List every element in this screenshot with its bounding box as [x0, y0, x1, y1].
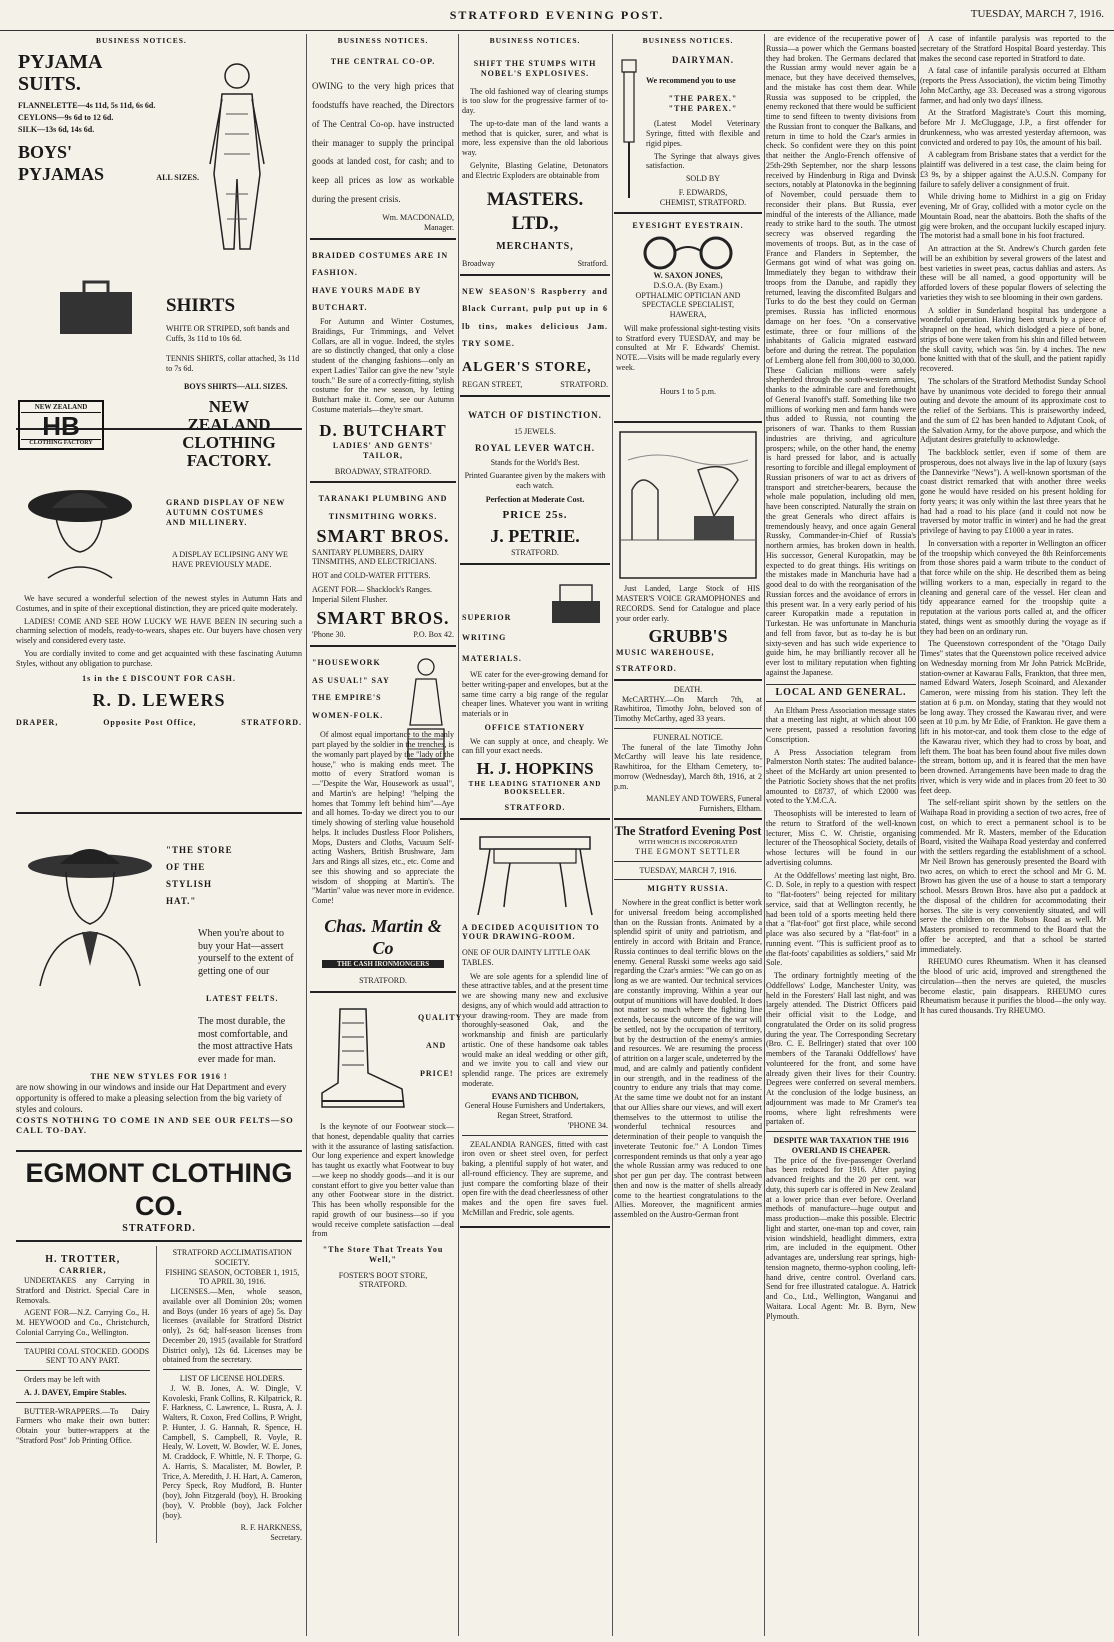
logo-text: HB: [42, 410, 80, 441]
ad-line: COSTS NOTHING TO COME IN AND SEE OUR FELTS—SO CALL TO-DAY.: [16, 1114, 294, 1136]
ad-line: Perfection at Moderate Cost.: [485, 494, 585, 504]
column-4: [614, 34, 762, 1636]
ad-body: [16, 594, 302, 728]
masters-ltd-ad: [460, 48, 610, 276]
nz-clothing-factory-title: [164, 398, 294, 469]
newspaper-title: STRATFORD EVENING POST.: [449, 8, 665, 22]
ad-line: TENNIS SHIRTS, collar attached, 3s 11d to 7s 6d.: [166, 354, 300, 373]
notice-paragraph: J. W. B. Jones, A. W. Dingle, V. Kovoleski, Frank Collins, R. Kilpatrick, R. F. Harkness, C. Lawrence, L. Rusra, A. J. Walters, R. Coxon, Fred Collins, P. Wright, P. Hunter, J. G. Hannah, R. Spence, H. Campbell, S. Campbell, R. Voyle, R. Healy, W. Lovett, W. Bowler, W. E. Jones, M. Craddock, F. Whittle, N. F. Thorpe, G. A. Harris, S. Macalister, M. Bowler, P. Trice, A. Meredith, J. H. Hart, A. Cameron, Percy Speck, Roy Mudford, B. Hunter (boy), John Fitzgerald (boy), H. Brooking (boy), V. Probble (boy), Jack Folcher (boy).: [162, 1383, 302, 1520]
foster-boot-store-ad: [310, 997, 463, 1295]
editorial-masthead: [614, 824, 762, 1220]
ad-line: CHEMIST, STRATFORD.: [659, 197, 747, 207]
article-paragraph: Nowhere in the great conflict is better work for universal freedom being accomplished than on the Russian fronts. Animated by a splendid spirit of unity and patriotism, and entirely in accord with Britain and France, Russia continues to deal terrific blows on the enemy. General Russki some weeks ago said regarding the Czar's armies: "We can go on as long as we are wanted. Our technical services are constantly improving. Within a year our output of munitions will have doubled. It does not matter so much where the fighting line extends, because the outcome of the war will be settled, not by the occupation of territory, but by the destruction of the enemy's armies and resources. We are resuming the process of attrition on a larger scale, undeterred by the mud, and are calmly and patiently confident in our strength, and in the readiness of the country to endure any trials that may come. At the same time we doubt not for an instant that our Allies share our views, and will exert themselves to the uttermost to utilise the wonderful technical resources and determination of their people to vanquish the inveterate Teutonic foe." A London Times correspondent reminds us that only a year ago the whole Russian army was reduced to one shot per gun per day. The contrast between then and now is the matter of shells already come to the heartiest congratulations to the Allies. Moreover, the magnificent armies assembled on the Austro-German front: [614, 898, 763, 1220]
article-paragraph: An attraction at the St. Andrew's Church garden fete will be an exhibition by several growers of the latest and best varieties in sweet peas, cactus dahlias and asters. As these will be all named, a good opportunity will be afforded lovers of these popular flowers of selecting the varieties they wish to see blooming in their own gardens.: [920, 244, 1106, 302]
article-paragraph: The scholars of the Stratford Methodist Sunday School have by unanimous vote decided to forego their annual outing and devote the amount of its approximate cost to the relief of the Serbians. This is praiseworthy indeed, and the sum of £2 has been handed to Adjutant Cook, of the Salvation Army, for the above purpose, and which the Adjutant desires gratefully to acknowledge.: [920, 376, 1106, 445]
ad-heading: OFFICE STATIONERY: [484, 722, 586, 732]
ad-footer-text: REGAN STREET,: [462, 380, 523, 390]
notice-line: FISHING SEASON, OCTOBER 1, 1915, TO APRIL 30, 1916.: [165, 1267, 300, 1287]
ad-paragraph: TAUPIRI COAL STOCKED. GOODS SENT TO ANY PART.: [24, 1346, 150, 1366]
ad-paragraph: Of almost equal importance to the manly part played by the soldier in the trenches, is the womanly part played by the "lady of the house," who is making ends meet. The motto of every Stratford woman is—"Despite the War, Housework as usual", and Martin's are helping! "helping the homes that Tommy left behind him"—Aye and all homes. To-day we direct you to our timely showing of sterling value household helps. It includes Dustless Floor Polishers, Mops, Dusters and Cloths, Vacuum Self-acting Washers, British Brushware, Jam Jars and Rings all sizes, etc., etc. Come and see this showing and so appreciate the wisdom of shopping at Martin's. The "Martin" value was never more in evidence. Come!: [312, 730, 454, 906]
column-3: [460, 34, 610, 1636]
ad-line: SANITARY PLUMBERS, DAIRY TINSMITHS, AND ELECTRICIANS.: [312, 547, 437, 567]
ad-paragraph: Just Landed, Large Stock of HIS MASTER'S VOICE GRAMOPHONES and RECORDS. Send for Catalogue and place your order early.: [616, 584, 760, 623]
ad-line: The most durable, the most comfortable, and the most attractive Hats ever made for man.: [198, 1016, 293, 1065]
man-in-hat-illustration: [20, 836, 160, 986]
article-paragraph: At the Oddfellows' meeting last night, Bro. C. D. Sole, in reply to a question with respect to "flat-footers" being rejected for military service, said that at Wellington recently, he had been told of a sports meeting held there that a "flat-foot" got first place, while second place was also secured by a "flat-foot" in a running event. "This is sufficient proof as to the flat-foots' capabilities as soldiers," said Mr Sole.: [766, 870, 916, 968]
boot-illustration: [310, 1003, 410, 1113]
ad-heading: PYJAMA: [18, 51, 103, 74]
syringe-illustration: [614, 52, 644, 202]
egmont-clothing-ad: [16, 832, 302, 1152]
article-paragraph: A case of infantile paralysis was reported to the secretary of the Stratford Hospital Board yesterday. This makes the second case reported in Stratford to date.: [920, 34, 1106, 63]
logo-text: CLOTHING FACTORY: [21, 439, 101, 447]
article-paragraph: A soldier in Sunderland hospital has undergone a wonderful operation. Having been struck by a piece of shrapnel on the head, which dislodged a piece of bone, strips of bone were taken from his shin and filled between the skull cavity, which was 5in. by 4 inches. The new bone knitted with that of the skull, and the patient rapidly recovered.: [920, 305, 1106, 373]
ad-paragraph: We are sole agents for a splendid line of these attractive tables, and at the present time we are showing many new and exclusive designs, any of which would add attraction to your drawing-room. They are made from thoroughly-seasoned Oak, and the workmanship and finish are particularly artistic. One of these handsome oak tables would make an ideal wedding or other gift, and we invite you to call and view our splendid range. The prices are extremely moderate.: [462, 971, 608, 1088]
edwards-chemist-ad: [614, 48, 762, 214]
ad-heading: "HOUSEWORK AS USUAL!" SAY THE EMPIRE'S WOMEN-FOLK.: [312, 658, 390, 720]
article-paragraph: The self-reliant spirit shown by the settlers on the Waihapa Road in providing a section of two acres, free of cost, on which to erect a permanent school is to be commended. Mr R. Masters, member of the Education Board, visited the Waihapa Road yesterday and conferred with the settlers regarding the establishment of a school. Mr Neil Brown has generously presented the Board with two acres, on which to erect the school and Mr G. M. Brown has given the use of a house to start a temporary school. Messrs Brown Bros. have also put a paddock at the disposal of the children for accommodating their horses. The site is very conveniently situated, and will serve the children on the Robson Road as well. Mr Masters promised to recommend to the Board that the offer be accepted, and that a school be started immediately.: [920, 798, 1106, 954]
masthead: [0, 0, 1114, 31]
ad-heading: PYJAMAS: [18, 164, 104, 185]
title-line: CLOTHING: [182, 432, 276, 452]
article-headline: MIGHTY RUSSIA.: [647, 884, 729, 894]
column-2: [310, 34, 463, 1636]
ad-paragraph: ZEALANDIA RANGES, fitted with cast iron oven or sheet steel oven, for perfect baking, a plentiful supply of hot water, and all-round efficiency. They are supreme, and just compare the comforting blaze of their open fire with the dead cheerlessness of other makes and the open fire saves fuel. McMillan and Fredric, sole agents.: [462, 1139, 608, 1217]
title-line: FACTORY.: [186, 450, 272, 470]
masthead-date: TUESDAY, MARCH 7, 1916.: [970, 8, 1104, 20]
ad-paragraph: We can supply at once, and cheaply. We can fill your exact needs.: [462, 736, 608, 756]
logo-subtext: THE CASH IRONMONGERS: [322, 960, 444, 969]
merchant-name: D. BUTCHART: [319, 420, 447, 440]
ad-line: SOLD BY: [685, 174, 720, 184]
ad-heading: HAVE YOURS MADE BY BUTCHART.: [312, 285, 422, 313]
notice-signature: Secretary.: [270, 1533, 302, 1543]
ad-paragraph: Gelynite, Blasting Gelatine, Detonators and Electric Exploders are obtainable from: [462, 160, 608, 180]
ad-line: 'PHONE 34.: [567, 1120, 608, 1130]
business-notices-header: BUSINESS NOTICES.: [642, 36, 734, 45]
ad-heading: SUPERIOR: [462, 612, 512, 622]
ad-paragraph: WE cater for the ever-growing demand for better writing-paper and envelopes, but at the same time carry a big range of the regular cheaper lines. Whatever you want in writing materials or in: [462, 670, 608, 719]
merchant-name: GRUBB'S: [648, 626, 728, 647]
ad-heading: SHIRTS: [166, 295, 236, 317]
ad-line: 15 JEWELS.: [514, 426, 556, 436]
ad-body: [646, 55, 760, 207]
notice-heading: FUNERAL NOTICE.: [653, 732, 723, 742]
ad-footer-text: 'Phone 30.: [312, 630, 346, 640]
article-paragraph: A Press Association telegram from Palmerston North states: The audited balance-sheet of the McHardy art union presented to the Patriotic Society shows that the net profits amounted to £8737, of which £2000 was voted to the Y.M.C.A.: [766, 747, 916, 806]
smart-bros-ad: [310, 487, 456, 647]
article-paragraph: The price of the five-passenger Overland has been reduced for 1916. After paying advanced freights and the 20 per cent. war duty, this superb car is offered in New Zealand at a lower price than ever before. Overland methods of manufacture—huge output and mass production—make this possible. Electric light and starter, one-man top and cover, rain vision windshield, headlight dimmers, extra rim, are included in the equipment. Other advantages are, underslung rear springs, high-tension magneto, thermo-syphon cooling, left-hand drive, centre control. Overland cars. Send for free illustrated catalogue. A. Hatrick and Co., Ltd., Wellington, Wanganui and Waitara. Local Agent: Mr. B. Byrn, New Plymouth.: [766, 1155, 916, 1321]
article-headline: DESPITE WAR TAXATION THE 1916 OVERLAND IS CHEAPER.: [773, 1136, 909, 1155]
ad-line: "The Store That Treats You Well,": [322, 1245, 444, 1264]
ad-footer: [312, 630, 454, 640]
ad-heading: BOYS': [18, 142, 73, 163]
editorial-title: The Stratford Evening Post: [614, 823, 762, 838]
editorial-line: THE EGMONT SETTLER: [635, 846, 741, 856]
chas-martin-logo: Chas. Martin & Co: [324, 915, 442, 958]
ad-heading: LATEST FELTS.: [206, 994, 279, 1004]
notice-heading: DEATH.: [673, 684, 703, 694]
ad-heading: A DECIDED ACQUISITION TO YOUR DRAWING-ROOM.: [462, 922, 600, 942]
suitcase-icon: [56, 278, 136, 336]
hopkins-stationer-ad: [460, 569, 610, 820]
trotter-carrier-ad: [16, 1246, 150, 1543]
ad-line: THE LEADING STATIONER AND BOOKSELLER.: [468, 779, 602, 797]
section-heading: LOCAL AND GENERAL.: [766, 684, 916, 702]
ad-footer: [16, 718, 302, 728]
ad-heading: THE NEW STYLES FOR 1916 !: [90, 1072, 228, 1082]
business-notices-header: BUSINESS NOTICES.: [489, 36, 581, 45]
central-coop-ad: [310, 48, 456, 239]
merchant-town: STRATFORD.: [504, 802, 566, 812]
article-paragraph: Theosophists will be interested to learn of the return to Stratford of the well-known lecturer, Miss C. W. Christie, organising lecturer of the Theosophical Society, details of whose lectures will be found in our advertising columns.: [766, 809, 916, 867]
ad-paragraph: LADIES! COME AND SEE HOW LUCKY WE HAVE BEEN IN securing such a charming selection of models, ready-to-wears, shapes etc. Our buyers have chosen very wisely and considered every taste.: [16, 616, 302, 646]
column-rule: [458, 34, 459, 1636]
ad-footer-text: STRATFORD.: [560, 380, 608, 390]
ad-heading: PRICE!: [420, 1069, 454, 1079]
ad-line: BROADWAY, STRATFORD.: [334, 466, 432, 476]
hb-clothing-factory-logo: [18, 400, 104, 450]
article-paragraph: RHEUMO cures Rheumatism. When it has cleansed the blood of uric acid, improved and strengthened the circulation—then the nerves are quieted, the muscles become elastic, pain disappears. RHEUMO cures Rheumatism because it purifies the blood—the only way. It has cured thousands. Try RHEUMO.: [920, 957, 1106, 1015]
ad-footer-text: Stratford.: [577, 258, 608, 268]
merchant-name: EGMONT CLOTHING CO.: [25, 1158, 293, 1222]
merchant-town: STRATFORD.: [359, 976, 407, 986]
ad-price: PRICE 25s.: [502, 508, 568, 521]
ad-heading: "THE STORE OF THE STYLISH HAT.": [166, 845, 233, 907]
ad-line: Printed Guarantee given by the makers with each watch.: [464, 471, 606, 491]
merchant-town: STRATFORD.: [511, 547, 559, 557]
petrie-watch-ad: [460, 401, 610, 565]
column-1-bottom: [16, 1246, 302, 1543]
butchart-tailor-ad: [310, 244, 456, 484]
ad-heading: "THE PAREX.": [668, 103, 738, 113]
ad-line: FLANNELETTE—4s 11d, 5s 11d, 6s 6d.: [18, 101, 156, 111]
column-6: [920, 34, 1106, 1636]
notice-heading: STRATFORD ACCLIMATISATION SOCIETY.: [172, 1248, 292, 1267]
gramophone-scene-illustration: [618, 430, 758, 580]
ad-footer-text: DRAPER,: [16, 718, 59, 728]
title-line: NEW: [208, 397, 250, 417]
merchant-name: W. SAXON JONES,: [653, 271, 723, 281]
ad-paragraph: Is the keynote of our Footwear stock—that honest, dependable quality that carries with it the assurance of lasting satisfaction. Our long experience and expert knowledge has taught us exactly what Footwear to buy—we keep no shoddy goods—and it is our constant effort to give you better value than any other Footwear store in the district. This has been wholly responsible for the rapid growth of our business—so if you would receive complete satisfaction —deal from: [312, 1122, 454, 1239]
merchant-town: STRATFORD.: [359, 1280, 407, 1290]
ad-heading: SHIFT THE STUMPS WITH NOBEL'S EXPLOSIVES.: [473, 59, 597, 78]
typewriter-icon: [546, 571, 606, 631]
ad-footer-text: STRATFORD.: [241, 718, 302, 728]
ad-footer: [462, 380, 608, 390]
ad-paragraph: NEW SEASON'S Raspberry and Black Currant, pulp put up in 6 lb tins, makes delicious Jam. TRY SOME.: [462, 286, 608, 349]
lady-in-hat-illustration: [22, 478, 132, 578]
column-5: [766, 34, 916, 1636]
ad-line: LADIES' AND GENTS' TAILOR,: [332, 441, 434, 460]
spectacles-icon: [628, 231, 748, 271]
article-paragraph: The backblock settler, even if some of them are prosperous, does not always live in the lap of luxury (says the Dannevirke "News"). A well-known sportsman of the coast district remarked that with another three weeks gone he would have resided on his present holding for forty years; it was only within the last three years that he had had a road to his place (and it could not now be traversed by motor traffic in winter) and he had the great privilege of having to pay £1000 a year in rates.: [920, 448, 1106, 535]
article-paragraph: A cablegram from Brisbane states that a verdict for the plaintiff was delivered in a test case, the claim being for £3 9s, by a shipper against the A.U.S.N. Company for failure to safely deliver a consignment of fruit.: [920, 150, 1106, 189]
notice-heading: LIST OF LICENSE HOLDERS.: [179, 1374, 285, 1384]
ad-line: Stands for the World's Best.: [490, 457, 580, 467]
ad-footer-text: Broadway: [462, 258, 495, 268]
saxon-jones-optician-ad: [614, 218, 762, 423]
ad-line: ONE OF OUR DAINTY LITTLE OAK TABLES.: [462, 948, 591, 967]
article-paragraph: While driving home to Midhirst in a gig on Friday evening, Mr of Gray, collided with a motor cycle on the Mountain Road, near the abattoirs. Both the shafts of the gig were broken, and the occupant luckily escaped injury. The motorist had a small bone in his foot fractured.: [920, 192, 1106, 241]
ad-heading: TARANAKI PLUMBING AND TINSMITHING WORKS.: [318, 494, 448, 522]
column-rule: [612, 34, 613, 1636]
title-line: ZEALAND: [187, 414, 271, 434]
ad-paragraph: AGENT FOR—N.Z. Carrying Co., H. M. HEYWOOD and Co., Christchurch, Colonial Carrying Co., Wellington.: [16, 1308, 150, 1337]
logo-text: NEW ZEALAND: [21, 403, 101, 413]
notice-signature: MANLEY AND TOWERS, Funeral Furnishers, Eltham.: [646, 794, 762, 814]
ad-signature: Wm. MACDONALD,: [382, 213, 454, 223]
merchant-name: H. TROTTER,: [45, 1254, 121, 1266]
ad-heading: SUITS.: [18, 73, 81, 96]
ad-paragraph: Will make professional sight-testing visits to Stratford every TUESDAY, and may be consulted at Mr F. Edwards' Chemist. NOTE.—Visits will be made regularly every week.: [616, 323, 760, 372]
grubb-music-ad: [614, 427, 762, 680]
ad-line: OPTHALMIC OPTICIAN AND SPECTACLE SPECIALIST,: [635, 290, 741, 310]
lewers-millinery-ad: [16, 474, 302, 814]
ad-footer: [462, 259, 608, 269]
column-rule: [306, 34, 307, 1636]
ad-line: 1s in the £ DISCOUNT FOR CASH.: [82, 674, 236, 684]
ad-paragraph: The up-to-date man of the land wants a method that is quicker, surer, and what is more, less expensive than the old laborious way.: [462, 118, 608, 158]
ad-footer-text: Opposite Post Office,: [103, 718, 197, 728]
ad-heading: "THE PAREX.": [668, 93, 738, 103]
merchant-name: F. EDWARDS,: [678, 187, 728, 197]
woman-washing-illustration: [398, 655, 454, 765]
martin-ironmongers-ad: [310, 651, 456, 993]
notice-paragraph: LICENSES.—Men, whole season, available over all Dominion 20s; women and Boys (under 16 years of age) 5s. Day licenses (available for Stratford District only), 2s 6d; half-season licenses from December 20, 1915 (available for Stratford District only), 12s 6d. Licenses may be obtained from the secretary.: [162, 1287, 302, 1365]
merchant-name: H. J. HOPKINS: [476, 759, 594, 779]
merchant-name: ALGER'S STORE,: [462, 360, 592, 376]
ad-signature: Manager.: [424, 222, 454, 232]
article-paragraph: An Eltham Press Association message states that a meeting last night, at which about 100 were present, passed a resolution favoring Conscription.: [766, 705, 916, 744]
ad-heading: THE CENTRAL CO-OP.: [330, 57, 436, 67]
article-paragraph: A fatal case of infantile paralysis occurred at Eltham (reports the Press Association), the victim being Timothy John McCarthy, age 33. Deceased was a strong vigorous farmer, and had only two days' illness.: [920, 66, 1106, 105]
ad-line: HOT and COLD-WATER FITTERS.: [312, 571, 431, 581]
ad-line: D.S.O.A. (By Exam.): [653, 280, 723, 290]
ad-paragraph: (Latest Model Veterinary Syringe, fitted with flexible and rigid pipes.: [646, 119, 760, 148]
alger-store-ad: [460, 280, 610, 397]
merchant-name: J. PETRIE.: [490, 525, 580, 546]
ad-paragraph: The old fashioned way of clearing stumps is too slow for the progressive farmer of to-day.: [462, 86, 608, 116]
acclimatisation-society-notice: [163, 1246, 302, 1543]
ad-line: HAWERA,: [669, 310, 707, 320]
ad-line: BOYS SHIRTS—ALL SIZES.: [184, 382, 288, 392]
man-in-pyjamas-illustration: [192, 54, 282, 254]
merchant-name: SMART BROS.: [316, 608, 450, 629]
evans-tichbon-ad: [460, 824, 610, 1228]
death-notice: [614, 685, 762, 814]
column-rule: [764, 34, 765, 1636]
notice-paragraph: McCARTHY.—On March 7th, at Rawhitiroa, Timothy John, beloved son of Timothy McCarthy, aged 33 years.: [614, 694, 762, 724]
ad-line: CARRIER,: [59, 1266, 107, 1276]
article-paragraph: In conversation with a reporter in Wellington an officer of the troopship which conveyed the 8th Reinforcements from those shores paid a warm tribute to the conduct of that force while on the ship. He described them as being willing workers to a man, especially in regard to the cleaning and general care of the vessel. Her clean and tidy appearance earned for the troopship quite a reputation at the various ports called at, and the officer stated, things went as smoothly during the voyage as if they had been on an ordinary run.: [920, 538, 1106, 636]
article-paragraph: are evidence of the recuperative power of Russia—a power which the Germans boasted they had broken. The Germans declared that the Russian army would never again be a menace, but they have deceived themselves, and the mistake has cost them dear. While Russia was supposed to be crippled, the enemy reckoned that there would be sufficient time to send fifteen to twenty divisions from the Russian front to conquer the Balkans, and return in time to hold the Czar's armies in check. So confident were they on this point that neither the Anglo-French offensive of 25th-29th September, nor the sharp lessons received by Hindenburg in Riga and Dvinsk sectors, notably at Platonovka in the beginning of November, could persuade them to reconsider their plans. But Russia, ever mindful of the interests of the Alliance, made ready to strike hard to the south. The utmost secrecy was observed regarding the movements of troops. But, as in the case of France and Flanders in September, the Germans got wind of what was going on. Immediately they began to withdraw their troops from the Danube, and rapidly they returned, leaving the discomfited Bulgars and Turks to do the best they could on German premises. Russia has inflicted enormous damage on her foes. "On a conservative estimate, three or four millions of the inhabitants of Galicia migrated eastward before and during the retreat. The population of Lemberg alone fell from 300,000 to 30,000. These Galician millions were safely shepherded through the south-western armies, thanks to the admirable care and forethought of General Ivanoff's staff. Something like two millions of working men and farm hands were thus added to Russia, not counting the prisoners of war. Thanks to them Russian industries are thriving, and agriculture prospers; while, on the other hand, the enemy is hard pressed for labor, and is actually resorting to forcible and illegal employment of Russian prisoners of war to act as drivers of transport and stretcher-bearers, because the whole male population, including old men, have been conscripted. Naturally the strain on the great Generals who direct affairs is tremendously heavy, and once again General Russky, Commander-in-Chief of Russia's northern armies, has broken down in health. His successor, General Kuropatkin, may be expected to do great things. His writings on the mistakes made in Manchuria have had a good deal to do with the reorganisation of the Russian forces and the avoidance of errors in this present war. In a very early period of his career Kuropatkin made a reputation in Turkestan. He was unfortunate in Manchuria and fell from favor, but as to-day he is but sixty-seven and has such wide experience to guide him, he may brilliantly recover all he ever lost to military reputation when fighting against the Japanese.: [766, 34, 916, 677]
ad-paragraph: A. J. DAVEY, Empire Stables.: [24, 1387, 127, 1397]
ad-heading: WATCH OF DISTINCTION.: [468, 409, 602, 420]
ad-line: WHITE OR STRIPED, soft bands and Cuffs, 3s 11d to 10s 6d.: [166, 324, 290, 343]
ad-heading: AND: [426, 1041, 447, 1051]
ad-heading: GRAND DISPLAY OF NEW AUTUMN COSTUMES AND MILLINERY.: [166, 498, 286, 527]
editorial-line: WITH WHICH IS INCORPORATED: [638, 839, 738, 847]
ad-line: CEYLONS—9s 6d to 12 6d.: [18, 112, 114, 122]
ad-paragraph: We have secured a wonderful selection of the newest styles in Autumn Hats and Costumes, and in spite of their exceptional distinction, they are priced quite moderately.: [16, 594, 302, 613]
ad-paragraph: BUTTER-WRAPPERS.—To Dairy Farmers who make their own butter: Obtain your butter-wrappers at the "Stratford Post" Job Printing Office.: [16, 1406, 150, 1445]
merchant-name: FOSTER'S BOOT STORE,: [338, 1270, 428, 1280]
merchant-name: R. D. LEWERS: [92, 690, 226, 711]
article-paragraph: At the Stratford Magistrate's Court this morning, before Mr J. McCluggage, J.P., a first offender for drunkenness, who was arrested yesterday afternoon, was convicted and ordered to pay 10s, the amount of his bail.: [920, 108, 1106, 147]
article-paragraph: The Queenstown correspondent of the "Otago Daily Times" states that the Queenstown police received advice on Wednesday morning from Mr John Patrick McBride, station-owner at Kawarau Falls, Frankton, that three men, named Edward Waters, Joseph Scoinard, and Alexander Cameron, were missing from his station. They left the station at 6 p.m. on Monday, stating that they would not be long away. They crossed the Kawarau river, and were seen at 10 p.m. by Mr Edie, of Frankton. He gave them a lift in his motor-car, and took them close to the edge of the Kawarau river, which they had to cross by boat, and left them. The boat has been found about five miles down the stream, bottom up, and it is feared that the men have been drowned. Arrangements have been made to drag the river, which is very wide and in places from 20 feet to 30 feet deep.: [920, 639, 1106, 795]
merchant-name: SMART BROS.: [316, 525, 450, 546]
ad-line: MUSIC WAREHOUSE,: [616, 648, 715, 658]
ad-line: A DISPLAY ECLIPSING ANY WE HAVE PREVIOUSLY MADE.: [172, 550, 288, 569]
ad-heading: WRITING: [462, 633, 507, 643]
merchant-name: EVANS AND TICHBON,: [491, 1091, 579, 1101]
ad-heading: DAIRYMAN.: [672, 55, 734, 66]
ad-line: Hours 1 to 5 p.m.: [660, 386, 716, 396]
ad-paragraph: UNDERTAKES any Carrying in Stratford and District. Special Care in Removals.: [16, 1276, 150, 1305]
ad-body: [16, 1072, 302, 1135]
ad-line: MERCHANTS,: [496, 240, 574, 252]
ad-heading: MATERIALS.: [462, 654, 522, 664]
merchant-town: STRATFORD.: [122, 1223, 196, 1235]
ad-heading: BRAIDED COSTUMES ARE IN FASHION.: [312, 250, 449, 278]
ad-line: We recommend you to use: [646, 76, 736, 86]
ad-heading: QUALITY: [418, 1013, 463, 1023]
merchant-town: STRATFORD.: [616, 664, 677, 674]
ad-paragraph: The Syringe that always gives satisfaction.: [646, 151, 760, 171]
merchant-name: MASTERS. LTD.,: [486, 189, 584, 234]
ad-heading: EYESIGHT EYESTRAIN.: [632, 221, 744, 231]
article-paragraph: The ordinary fortnightly meeting of the Oddfellows' Lodge, Manchester Unity, was held in the Foresters' Hall last night, and was largely attended. The District Officers paid their official visit to the Lodge, and congratulated the Order on its solid progress during the year. The Corresponding Secretary (Bro. C. E. Bellringer) stated that over 100 members of the Taranaki Oddfellows' have volunteered for the front, and some have already given their lives for their Country. Degrees were conferred on several members. At the conclusion of the lodge business, an adjournment was made to Mr Cramer's tea rooms, where light refreshments were partaken of.: [766, 971, 916, 1127]
business-notices-header: BUSINESS NOTICES.: [96, 36, 187, 45]
pyjama-suits-ad: [16, 48, 302, 470]
oak-table-illustration: [470, 827, 600, 917]
egmont-name-block: [16, 1154, 302, 1242]
column-rule: [918, 34, 919, 1636]
ad-paragraph: OWING to the very high prices that foodstuffs have reached, the Directors of The Central Co-op. have instructed their manager to supply the principal goods at landed cost, for cash; and to keep all prices as low as workable during the present crisis.: [312, 80, 454, 205]
ad-line: When you're about to buy your Hat—assert yourself to the extent of getting one of our: [198, 928, 294, 977]
ad-paragraph: Orders may be left with: [24, 1375, 100, 1385]
ad-line: SILK—13s 6d, 14s 6d.: [18, 124, 95, 134]
editorial-date: TUESDAY, MARCH 7, 1916.: [639, 865, 737, 875]
ad-footer-text: P.O. Box 42.: [413, 630, 454, 640]
ad-line: are now showing in our windows and inside our Hat Department and every opportunity is offered to make a pleasing selection from the big variety of styles and colours.: [16, 1081, 287, 1114]
ad-paragraph: For Autumn and Winter Costumes, Braidings, Fur Trimmings, and Velvet Collars, are all in vogue. Indeed, the styles are so distinctly changed, that only a close student of the changing fashions—only an expert Ladies' Tailor can give the new "style touch." Be sure of a correctly-fitting, stylish costume for the new season, by letting Butchart make it. Come, see our Autumn Costume materials—they're smart.: [312, 317, 454, 414]
ad-line: General House Furnishers and Undertakers, Regan Street, Stratford.: [464, 1101, 606, 1121]
column-1: [16, 34, 302, 1636]
ad-heading: ROYAL LEVER WATCH.: [474, 442, 596, 453]
ad-paragraph: You are cordially invited to come and get acquainted with these fascinating Autumn Styles, without any obligation to purchase.: [16, 648, 302, 668]
ad-line: AGENT FOR— Shacklock's Ranges. Imperial Silent Flusher.: [312, 584, 432, 604]
notice-paragraph: The funeral of the late Timothy John McCarthy will leave his late residence, Rawhitiroa, for the Eltham Cemetery, to-morrow (Wednesday), March 8th, 1916, at 2 p.m.: [614, 742, 762, 791]
ad-line: ALL SIZES.: [156, 173, 199, 183]
notice-signature: R. F. HARKNESS,: [240, 1523, 302, 1533]
business-notices-header: BUSINESS NOTICES.: [337, 36, 429, 45]
